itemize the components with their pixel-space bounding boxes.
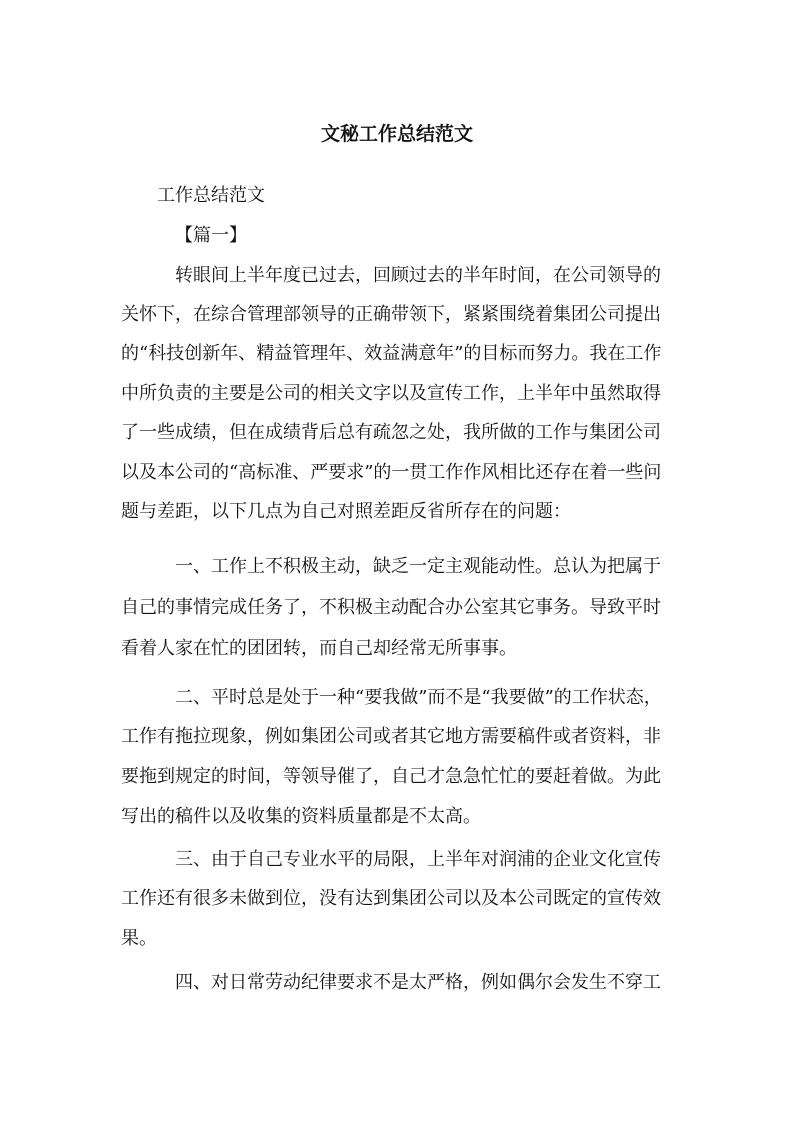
paragraph-line: 了一些成绩，但在成绩背后总有疏忽之处，我所做的工作与集团公司: [121, 422, 661, 443]
document-title: 文秘工作总结范文: [320, 123, 473, 145]
paragraph-line: 自己的事情完成任务了，不积极主动配合办公室其它事务。导致平时: [121, 597, 661, 618]
paragraph-line: 工作有拖拉现象，例如集团公司或者其它地方需要稿件或者资料，非: [121, 726, 661, 747]
paragraph-line: 要拖到规定的时间，等领导催了，自己才急急忙忙的要赶着做。为此: [121, 766, 661, 787]
paragraph-line: 一、工作上不积极主动，缺乏一定主观能动性。总认为把属于: [175, 556, 661, 577]
paragraph-line: 的“科技创新年、精益管理年、效益满意年”的目标而努力。我在工作: [121, 343, 662, 364]
paragraph-line: 果。: [121, 928, 157, 949]
paragraph-line: 关怀下，在综合管理部领导的正确带领下，紧紧围绕着集团公司提出: [121, 304, 661, 325]
paragraph-line: 转眼间上半年度已过去，回顾过去的半年时间，在公司领导的: [175, 265, 661, 286]
paragraph-line: 题与差距，以下几点为自己对照差距反省所存在的问题：: [121, 501, 571, 522]
paragraph-line: 写出的稿件以及收集的资料质量都是不太高。: [121, 806, 481, 827]
paragraph-line: 四、对日常劳动纪律要求不是太严格，例如偶尔会发生不穿工: [175, 972, 661, 993]
paragraph-line: 二、平时总是处于一种“要我做”而不是“我要做”的工作状态，: [175, 687, 662, 708]
paragraph-line: 看着人家在忙的团团转，而自己却经常无所事事。: [121, 638, 517, 659]
paragraph-line: 工作还有很多未做到位，没有达到集团公司以及本公司既定的宣传效: [121, 888, 661, 909]
section-label: 【篇一】: [175, 225, 247, 246]
subtitle: 工作总结范文: [157, 185, 265, 206]
paragraph-line: 以及本公司的“高标准、严要求”的一贯工作作风相比还存在着一些问: [121, 462, 662, 483]
paragraph-line: 三、由于自己专业水平的局限，上半年对润浦的企业文化宣传: [175, 849, 661, 870]
paragraph-line: 中所负责的主要是公司的相关文字以及宣传工作，上半年中虽然取得: [121, 383, 661, 404]
